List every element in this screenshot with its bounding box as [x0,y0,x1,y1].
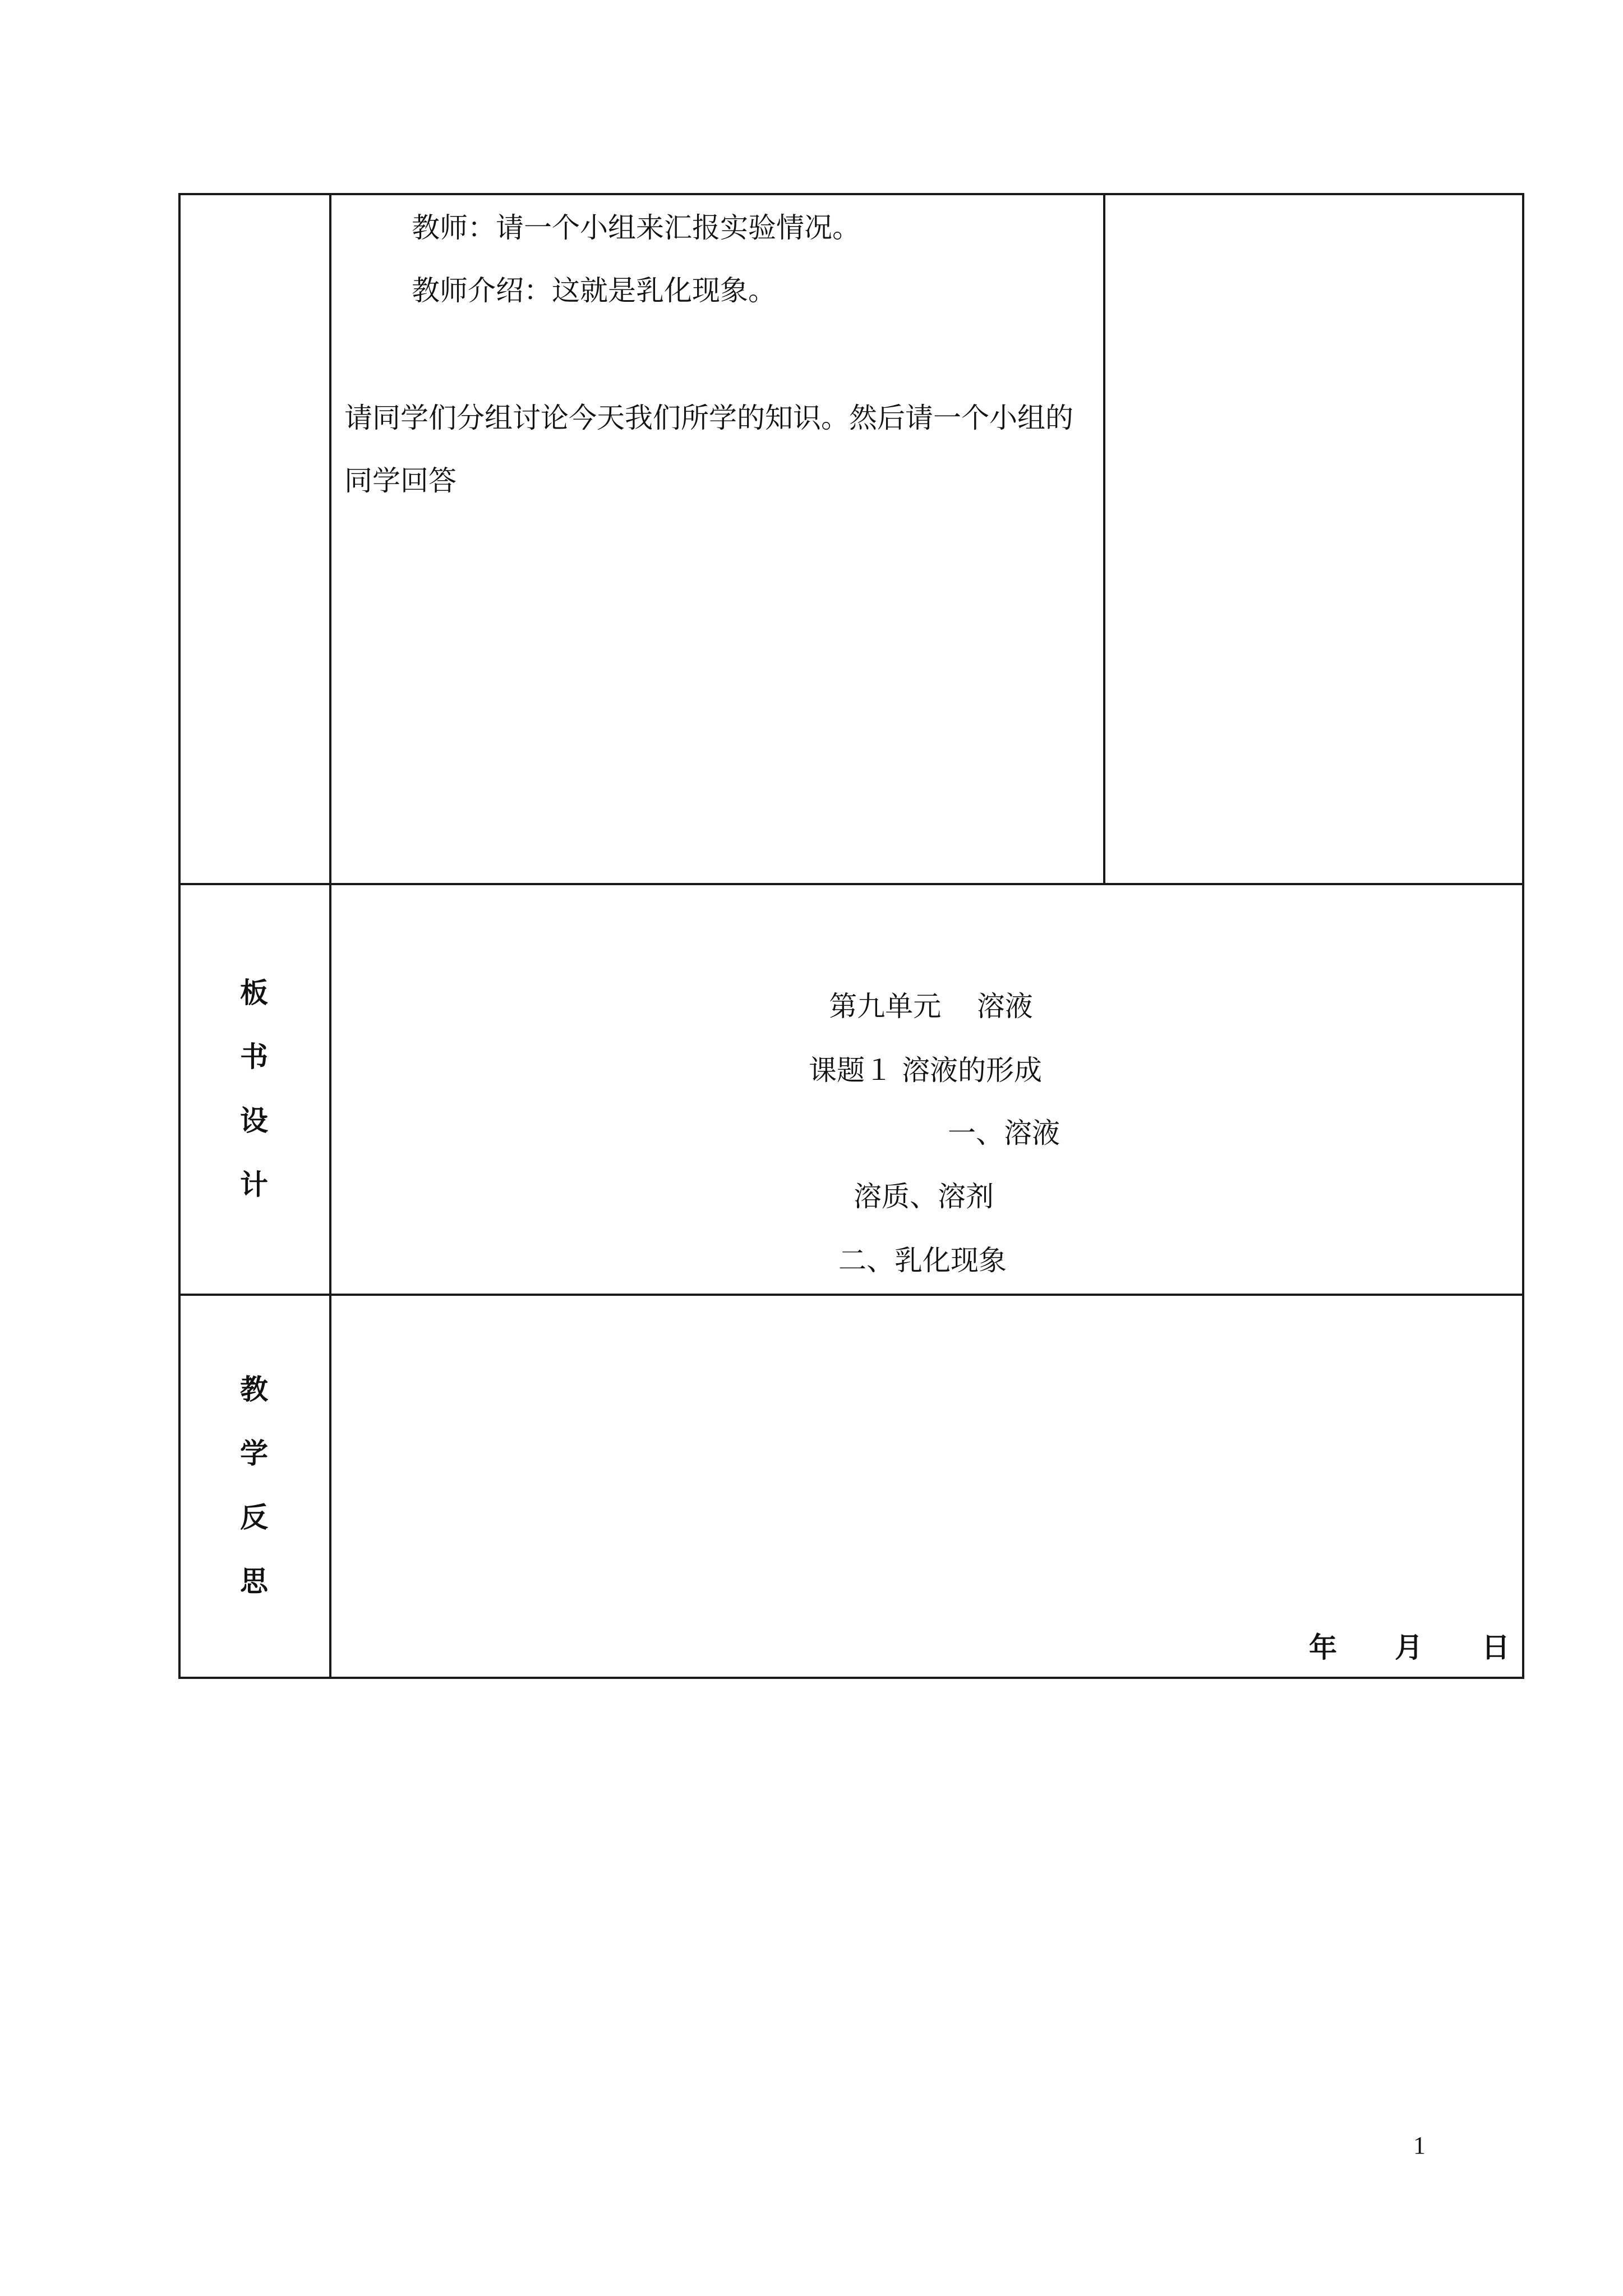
date-day-label: 日 [1482,1631,1510,1664]
table-divider-process-board [178,883,1524,885]
table-divider-label-column [329,193,331,1679]
page-number: 1 [1413,2132,1426,2159]
reflection-label-char: 思 [240,1565,268,1598]
process-line-student-answer: 同学回答 [344,464,457,497]
board-lesson-title: 课题１ 溶液的形成 [809,1054,1042,1087]
board-point-solute-solvent: 溶质、溶剂 [854,1180,994,1213]
table-border-bottom [178,1677,1524,1679]
table-border-top [178,193,1524,195]
table-border-left [178,193,181,1679]
board-point-solution: 一、溶液 [948,1117,1060,1149]
board-design-label-char: 设 [240,1105,268,1137]
table-divider-notes-column [1103,193,1105,885]
board-design-label-char: 板 [240,977,268,1009]
reflection-label-char: 教 [240,1373,268,1406]
board-unit-title: 第九单元 溶液 [829,990,1033,1023]
process-line-teacher-request: 教师：请一个小组来汇报实验情况。 [412,211,860,244]
date-month-label: 月 [1395,1631,1423,1664]
board-design-label-char: 计 [240,1168,268,1201]
board-design-label-char: 书 [240,1041,268,1073]
table-border-right [1522,193,1524,1679]
table-divider-board-reflection [178,1294,1524,1296]
reflection-label-char: 反 [240,1501,268,1534]
reflection-label-char: 学 [240,1437,268,1470]
process-line-group-discussion: 请同学们分组讨论今天我们所学的知识。然后请一个小组的 [344,402,1073,434]
process-line-teacher-intro: 教师介绍：这就是乳化现象。 [412,274,776,307]
board-point-emulsification: 二、乳化现象 [838,1244,1007,1277]
date-year-label: 年 [1309,1631,1337,1664]
